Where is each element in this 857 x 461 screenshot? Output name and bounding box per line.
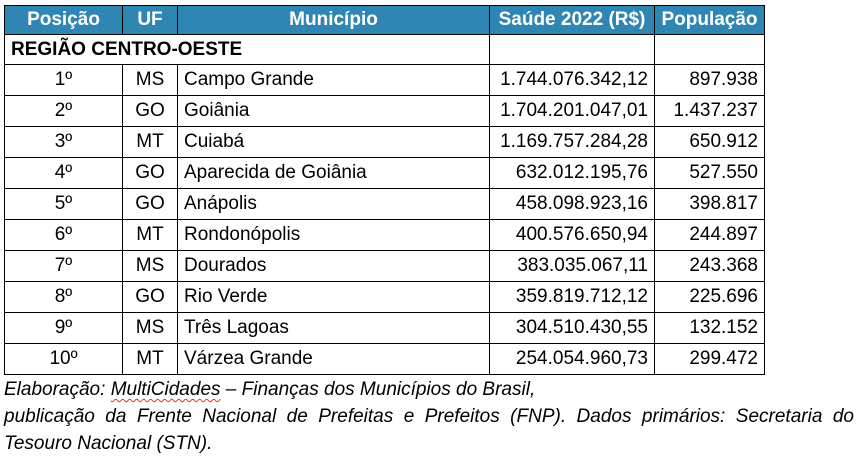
caption-suffix: – Finanças dos Municípios do Brasil, xyxy=(220,379,536,400)
cell-position: 6º xyxy=(5,220,123,251)
cell-municipality: Rio Verde xyxy=(178,282,490,313)
cell-population: 1.437.237 xyxy=(655,96,765,127)
cell-uf: GO xyxy=(123,282,178,313)
cell-municipality: Goiânia xyxy=(178,96,490,127)
cell-population: 527.550 xyxy=(655,158,765,189)
cell-municipality: Dourados xyxy=(178,251,490,282)
table-header xyxy=(5,6,765,35)
cell-position: 7º xyxy=(5,251,123,282)
cell-health-2022: 458.098.923,16 xyxy=(490,189,655,220)
cell-health-2022: 304.510.430,55 xyxy=(490,313,655,344)
column-header-uf: UF xyxy=(123,6,178,35)
table-row xyxy=(5,344,765,375)
cell-population: 244.897 xyxy=(655,220,765,251)
cell-municipality: Rondonópolis xyxy=(178,220,490,251)
table-row xyxy=(5,189,765,220)
table-row xyxy=(5,96,765,127)
table-row xyxy=(5,282,765,313)
cell-position: 10º xyxy=(5,344,123,375)
cell-health-2022: 632.012.195,76 xyxy=(490,158,655,189)
cell-position: 9º xyxy=(5,313,123,344)
table-row xyxy=(5,220,765,251)
cell-uf: GO xyxy=(123,96,178,127)
cell-position: 1º xyxy=(5,65,123,96)
table-row xyxy=(5,313,765,344)
caption-line-1 xyxy=(4,376,854,403)
table-row xyxy=(5,251,765,282)
cell-population: 132.152 xyxy=(655,313,765,344)
empty-cell xyxy=(655,35,765,65)
cell-health-2022: 1.704.201.047,01 xyxy=(490,96,655,127)
caption-brand: MultiCidades xyxy=(110,379,221,400)
column-header-position: Posição xyxy=(5,6,123,35)
source-caption xyxy=(4,376,854,457)
table-row xyxy=(5,127,765,158)
cell-uf: MS xyxy=(123,65,178,96)
cell-health-2022: 1.744.076.342,12 xyxy=(490,65,655,96)
caption-line-2: publicação da Frente Nacional de Prefeitas e Prefeitos (FNP). Dados primários: Secretaria do xyxy=(4,406,854,427)
cell-position: 8º xyxy=(5,282,123,313)
cell-health-2022: 254.054.960,73 xyxy=(490,344,655,375)
cell-position: 4º xyxy=(5,158,123,189)
cell-municipality: Três Lagoas xyxy=(178,313,490,344)
cell-health-2022: 1.169.757.284,28 xyxy=(490,127,655,158)
column-header-health-2022: Saúde 2022 (R$) xyxy=(490,6,655,35)
cell-uf: MS xyxy=(123,313,178,344)
caption-line-3: Tesouro Nacional (STN). xyxy=(4,433,213,454)
cell-population: 398.817 xyxy=(655,189,765,220)
cell-position: 5º xyxy=(5,189,123,220)
region-title: REGIÃO CENTRO-OESTE xyxy=(5,35,490,65)
caption-prefix: Elaboração: xyxy=(4,379,111,400)
cell-uf: MT xyxy=(123,344,178,375)
cell-municipality: Campo Grande xyxy=(178,65,490,96)
table-row xyxy=(5,158,765,189)
ranking-table xyxy=(4,5,765,375)
cell-population: 650.912 xyxy=(655,127,765,158)
column-header-municipality: Município xyxy=(178,6,490,35)
cell-population: 243.368 xyxy=(655,251,765,282)
cell-health-2022: 383.035.067,11 xyxy=(490,251,655,282)
cell-position: 3º xyxy=(5,127,123,158)
cell-uf: GO xyxy=(123,189,178,220)
table-row xyxy=(5,65,765,96)
cell-uf: MS xyxy=(123,251,178,282)
cell-uf: MT xyxy=(123,220,178,251)
cell-municipality: Anápolis xyxy=(178,189,490,220)
cell-municipality: Várzea Grande xyxy=(178,344,490,375)
cell-uf: MT xyxy=(123,127,178,158)
table-body xyxy=(5,65,765,375)
cell-health-2022: 359.819.712,12 xyxy=(490,282,655,313)
column-header-population: População xyxy=(655,6,765,35)
cell-municipality: Cuiabá xyxy=(178,127,490,158)
cell-uf: GO xyxy=(123,158,178,189)
cell-position: 2º xyxy=(5,96,123,127)
cell-population: 299.472 xyxy=(655,344,765,375)
region-title-row xyxy=(5,35,765,65)
cell-population: 897.938 xyxy=(655,65,765,96)
cell-population: 225.696 xyxy=(655,282,765,313)
cell-municipality: Aparecida de Goiânia xyxy=(178,158,490,189)
cell-health-2022: 400.576.650,94 xyxy=(490,220,655,251)
empty-cell xyxy=(490,35,655,65)
